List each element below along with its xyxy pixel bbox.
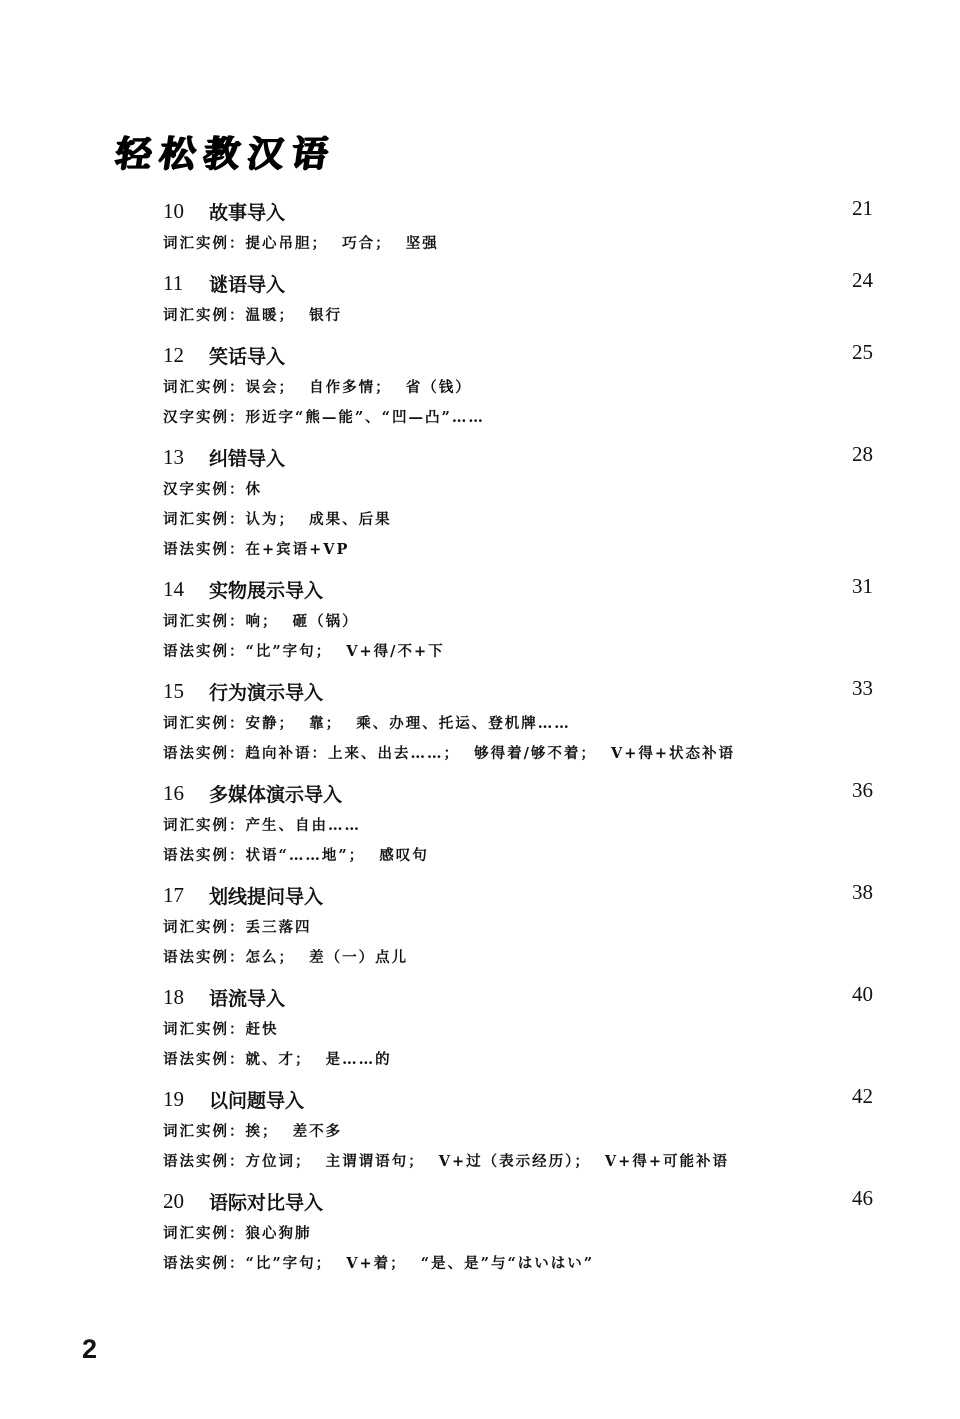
section-page: 24: [852, 268, 873, 292]
section-page: 36: [852, 778, 873, 802]
section-title: 故事导入: [209, 202, 286, 224]
section-number: 10: [163, 199, 184, 223]
section-number: 18: [163, 985, 184, 1009]
toc-entry-heading[interactable]: [163, 1084, 873, 1115]
example-line: 语法实例：方位词； 主谓谓语句； V+过（表示经历）； V+得+可能补语: [163, 1152, 729, 1170]
section-number: 19: [163, 1087, 184, 1111]
section-title: 多媒体演示导入: [209, 784, 343, 806]
toc-entry: [163, 340, 873, 431]
example-line: 词汇实例：误会； 自作多情； 省（钱）: [163, 378, 472, 396]
toc-entry: [163, 268, 873, 329]
toc-entry: [163, 778, 873, 869]
book-logo: 轻松教汉语: [112, 134, 339, 175]
section-page: 21: [852, 196, 873, 220]
toc-entry-heading[interactable]: [163, 778, 873, 809]
section-title: 实物展示导入: [209, 580, 324, 602]
section-title: 语流导入: [209, 988, 286, 1010]
section-number: 11: [163, 271, 184, 295]
example-line: 词汇实例：赶快: [163, 1020, 279, 1038]
example-line: 语法实例：在+宾语+VP: [163, 540, 350, 558]
section-title: 行为演示导入: [209, 682, 324, 704]
example-line: 词汇实例：丢三落四: [163, 918, 312, 936]
section-number: 15: [163, 679, 184, 703]
example-line: 词汇实例：挨； 差不多: [163, 1122, 343, 1140]
section-page: 46: [852, 1186, 873, 1210]
page-number: 2: [82, 1334, 98, 1364]
example-line: 语法实例：“比”字句； V+着； “是、是”与“はいはい”: [163, 1254, 595, 1272]
example-line: 汉字实例：形近字“熊—能”、“凹—凸”……: [163, 408, 485, 426]
section-number: 17: [163, 883, 184, 907]
section-number: 14: [163, 577, 184, 601]
example-line: 语法实例：就、才； 是……的: [163, 1050, 392, 1068]
section-page: 31: [852, 574, 873, 598]
toc-entry-heading[interactable]: [163, 340, 873, 371]
toc-entry-heading[interactable]: [163, 268, 873, 299]
toc-entry: [163, 574, 873, 665]
section-page: 25: [852, 340, 873, 364]
toc-entry: [163, 676, 873, 767]
example-line: 语法实例：怎么； 差（一）点儿: [163, 948, 409, 966]
section-page: 42: [852, 1084, 873, 1108]
example-line: 词汇实例：产生、自由……: [163, 816, 361, 834]
toc-entry: [163, 1084, 873, 1175]
example-line: 语法实例：“比”字句； V+得/不+下: [163, 642, 445, 660]
toc-entry: [163, 196, 873, 257]
toc-entry-heading[interactable]: [163, 982, 873, 1013]
section-number: 12: [163, 343, 184, 367]
toc-entry-heading[interactable]: [163, 676, 873, 707]
toc-entry-heading[interactable]: [163, 1186, 873, 1217]
toc-entry: [163, 880, 873, 971]
example-line: 词汇实例：温暖； 银行: [163, 306, 343, 324]
toc-entry: [163, 442, 873, 563]
section-page: 38: [852, 880, 873, 904]
section-title: 谜语导入: [209, 274, 286, 296]
section-title: 以问题导入: [209, 1090, 305, 1112]
section-page: 40: [852, 982, 873, 1006]
toc-entry-heading[interactable]: [163, 196, 873, 227]
toc-entry-heading[interactable]: [163, 442, 873, 473]
example-line: 词汇实例：狼心狗肺: [163, 1224, 312, 1242]
section-title: 语际对比导入: [209, 1192, 324, 1214]
section-number: 13: [163, 445, 184, 469]
section-title: 笑话导入: [209, 346, 286, 368]
section-title: 划线提问导入: [209, 886, 324, 908]
example-line: 词汇实例：认为； 成果、后果: [163, 510, 392, 528]
example-line: 语法实例：趋向补语：上来、出去……； 够得着/够不着； V+得+状态补语: [163, 744, 736, 762]
example-line: 语法实例：状语“……地”； 感叹句: [163, 846, 429, 864]
example-line: 词汇实例：提心吊胆； 巧合； 坚强: [163, 234, 439, 252]
example-line: 汉字实例：休: [163, 480, 262, 498]
table-of-contents: [163, 196, 873, 1288]
section-title: 纠错导入: [209, 448, 286, 470]
example-line: 词汇实例：响； 砸（锅）: [163, 612, 359, 630]
section-page: 33: [852, 676, 873, 700]
toc-entry-heading[interactable]: [163, 880, 873, 911]
section-page: 28: [852, 442, 873, 466]
example-line: 词汇实例：安静； 靠； 乘、办理、托运、登机牌……: [163, 714, 571, 732]
section-number: 16: [163, 781, 184, 805]
toc-entry: [163, 982, 873, 1073]
toc-entry: [163, 1186, 873, 1277]
toc-entry-heading[interactable]: [163, 574, 873, 605]
section-number: 20: [163, 1189, 184, 1213]
